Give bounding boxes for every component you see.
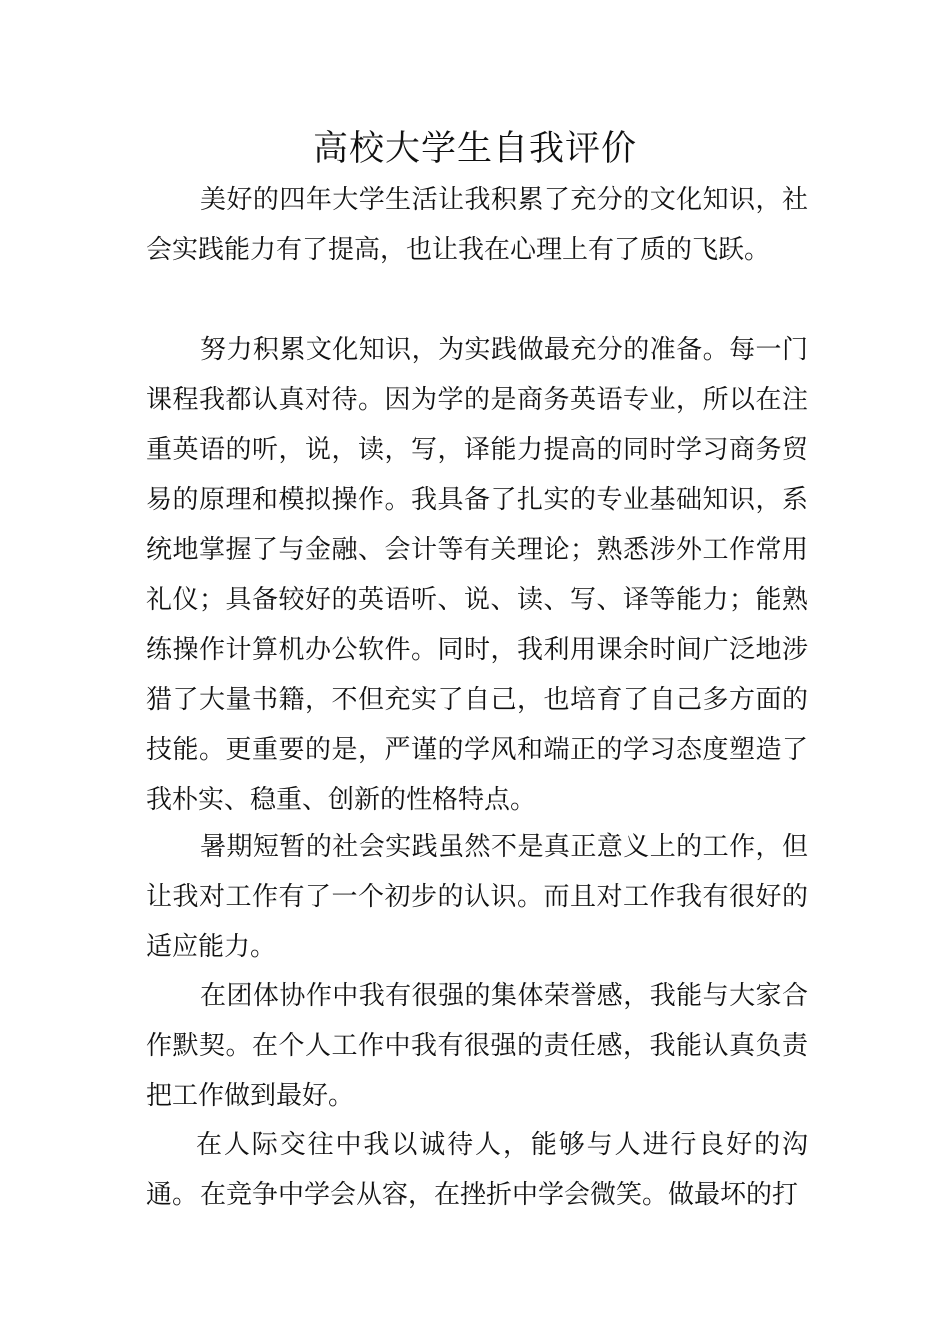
paragraph-communication: 在人际交往中我以诚待人，能够与人进行良好的沟通。 — [146, 1130, 808, 1210]
paragraph-study: 努力积累文化知识，为实践做最充分的准备。每一门课程我都认真对待。因为学的是商务英语专业，所以在注重英语的听，说，读，写，译能力提高的同时学习商务贸易的原理和模拟操作。我具备了扎实的专业基础知识，系统地掌握了与金融、会计等有关理论；熟悉涉外工作常用礼仪；具备较好的英语听、说、读、写、译等能力；能熟练操作计算机办公软件。同时，我利用课余时间广泛地涉猎了大量书籍，不但充实了自己，也培育了自己多方面的技能。更重要的是，严谨的学风和端正的学习态度塑造了我朴实、稳重、创新的性格特点。 — [146, 335, 808, 815]
paragraph-competition: 在竞争中学会从容，在挫折中学会微笑。做最坏的打 — [200, 1180, 799, 1210]
document-title: 高校大学生自我评价 — [312, 129, 637, 169]
paragraph-teamwork: 在团体协作中我有很强的集体荣誉感，我能与大家合作默契。在个人工作中我有很强的责任感，我能认真负责把工作做到最好。 — [146, 981, 808, 1111]
paragraph-intro: 美好的四年大学生活让我积累了充分的文化知识，社会实践能力有了提高，也让我在心理上有了质的飞跃。 — [146, 185, 808, 265]
paragraph-practice: 暑期短暂的社会实践虽然不是真正意义上的工作，但让我对工作有了一个初步的认识。而且对工作我有很好的适应能力。 — [146, 832, 808, 962]
